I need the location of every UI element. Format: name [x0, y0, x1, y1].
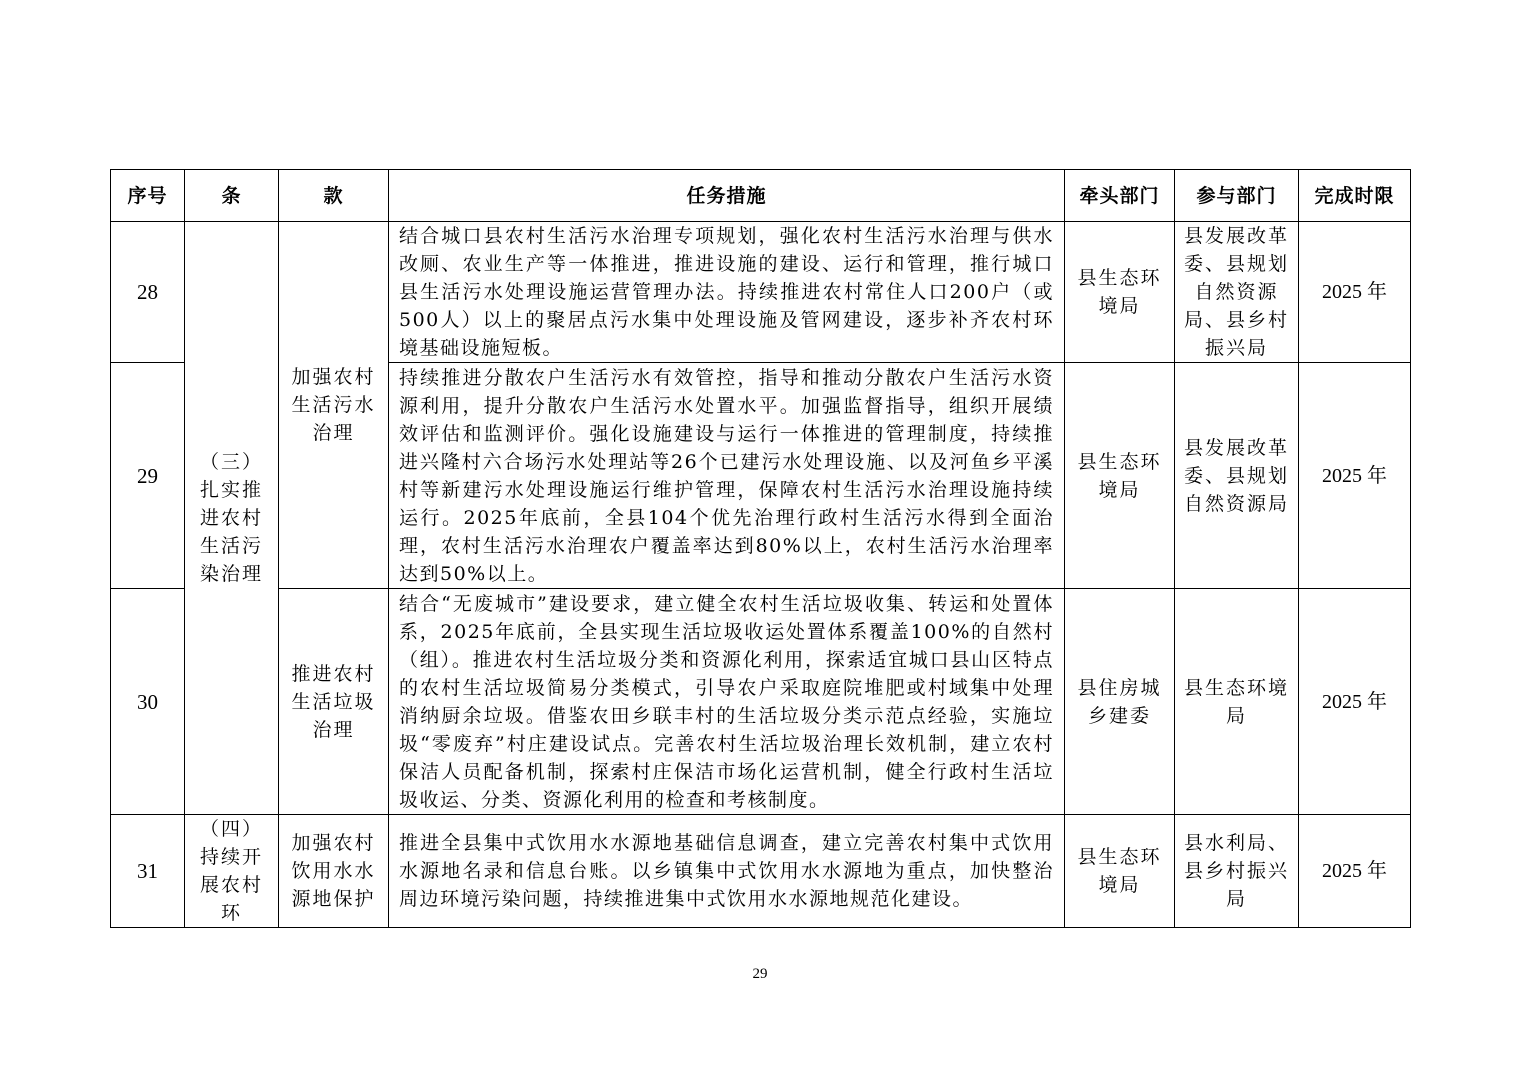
participating-dept-cell: 县发展改革委、县规划自然资源局 [1175, 363, 1299, 589]
header-no: 序号 [111, 170, 185, 222]
header-participating-dept: 参与部门 [1175, 170, 1299, 222]
deadline-cell: 2025 年 [1299, 815, 1411, 928]
measure-cell: 持续推进分散农户生活污水有效管控，指导和推动分散农户生活污水资源利用，提升分散农户生活污水处置水平。加强监督指导，组织开展绩效评估和监测评价。强化设施建设与运行一体推进的管理制度，持续推进兴隆村六合场污水处理站等26个已建污水处理设施、以及河鱼乡平溪村等新建污水处理设施运行维护管理，保障农村生活污水治理设施持续运行。2025年底前，全县104个优先治理行政村生活污水得到全面治理，农村生活污水治理农户覆盖率达到80%以上，农村生活污水治理率达到50%以上。 [389, 363, 1065, 589]
table-header-row [111, 170, 1411, 222]
measure-cell: 推进全县集中式饮用水水源地基础信息调查，建立完善农村集中式饮用水源地名录和信息台账。以乡镇集中式饮用水水源地为重点，加快整治周边环境污染问题，持续推进集中式饮用水水源地规范化建设。 [389, 815, 1065, 928]
row-number: 30 [111, 589, 185, 815]
participating-dept-cell: 县发展改革委、县规划自然资源局、县乡村振兴局 [1175, 222, 1299, 363]
header-tiao: 条 [185, 170, 279, 222]
deadline-cell: 2025 年 [1299, 363, 1411, 589]
measure-cell: 结合城口县农村生活污水治理专项规划，强化农村生活污水治理与供水改厕、农业生产等一体推进，推进设施的建设、运行和管理，推行城口县生活污水处理设施运营管理办法。持续推进农村常住人口200户（或500人）以上的聚居点污水集中处理设施及管网建设，逐步补齐农村环境基础设施短板。 [389, 222, 1065, 363]
measure-cell: 结合“无废城市”建设要求，建立健全农村生活垃圾收集、转运和处置体系，2025年底前，全县实现生活垃圾收运处置体系覆盖100%的自然村（组）。推进农村生活垃圾分类和资源化利用，探索适宜城口县山区特点的农村生活垃圾简易分类模式，引导农户采取庭院堆肥或村域集中处理消纳厨余垃圾。借鉴农田乡联丰村的生活垃圾分类示范点经验，实施垃圾“零废弃”村庄建设试点。完善农村生活垃圾治理长效机制，建立农村保洁人员配备机制，探索村庄保洁市场化运营机制，健全行政村生活垃圾收运、分类、资源化利用的检查和考核制度。 [389, 589, 1065, 815]
header-lead-dept: 牵头部门 [1065, 170, 1175, 222]
row-number: 29 [111, 363, 185, 589]
deadline-cell: 2025 年 [1299, 589, 1411, 815]
tiao-cell: （四）持续开展农村环 [185, 815, 279, 928]
row-number: 28 [111, 222, 185, 363]
lead-dept-cell: 县生态环境局 [1065, 222, 1175, 363]
row-number: 31 [111, 815, 185, 928]
table-row [111, 815, 1411, 928]
page-number: 29 [752, 966, 768, 982]
lead-dept-cell: 县住房城乡建委 [1065, 589, 1175, 815]
participating-dept-cell: 县水利局、县乡村振兴局 [1175, 815, 1299, 928]
header-kuan: 款 [279, 170, 389, 222]
lead-dept-cell: 县生态环境局 [1065, 815, 1175, 928]
header-deadline: 完成时限 [1299, 170, 1411, 222]
tiao-cell: （三）扎实推进农村生活污染治理 [185, 222, 279, 815]
table-row [111, 589, 1411, 815]
kuan-cell: 加强农村饮用水水源地保护 [279, 815, 389, 928]
deadline-cell: 2025 年 [1299, 222, 1411, 363]
kuan-cell: 推进农村生活垃圾治理 [279, 589, 389, 815]
task-table [110, 169, 1411, 928]
participating-dept-cell: 县生态环境局 [1175, 589, 1299, 815]
table-row [111, 222, 1411, 363]
header-measure: 任务措施 [389, 170, 1065, 222]
lead-dept-cell: 县生态环境局 [1065, 363, 1175, 589]
kuan-cell: 加强农村生活污水治理 [279, 222, 389, 589]
